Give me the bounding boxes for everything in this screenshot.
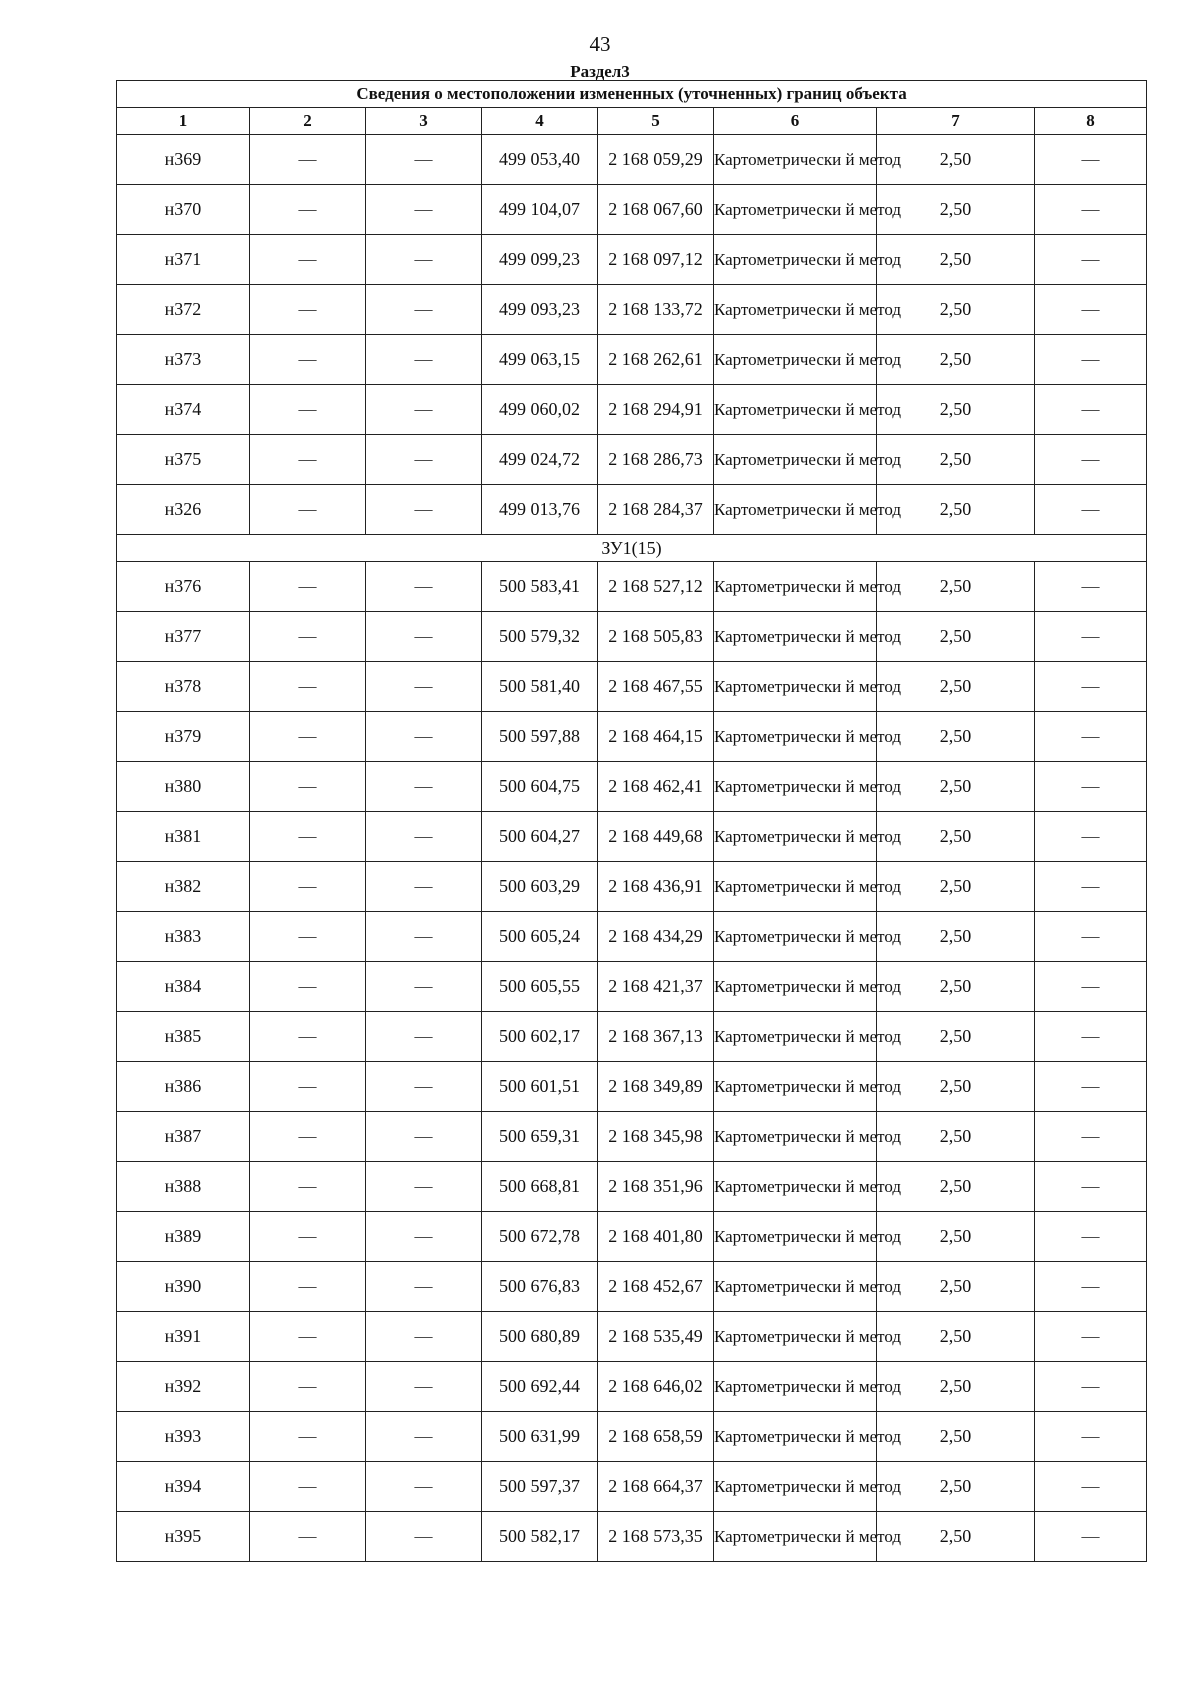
x-coordinate-cell: 500 597,88 [482,712,598,762]
empty-dash-cell: — [366,762,482,812]
point-cell: н326 [117,485,250,535]
method-cell: Картометрически й метод [714,1162,877,1212]
point-cell: н389 [117,1212,250,1262]
empty-dash-cell: — [250,1012,366,1062]
x-coordinate-cell: 500 601,51 [482,1062,598,1112]
y-coordinate-cell: 2 168 262,61 [598,335,714,385]
accuracy-cell: 2,50 [877,1362,1035,1412]
point-cell: н374 [117,385,250,435]
x-coordinate-cell: 500 659,31 [482,1112,598,1162]
empty-dash-cell: — [366,1262,482,1312]
y-coordinate-cell: 2 168 434,29 [598,912,714,962]
y-coordinate-cell: 2 168 452,67 [598,1262,714,1312]
method-cell: Картометрически й метод [714,762,877,812]
empty-dash-cell: — [1035,135,1147,185]
accuracy-cell: 2,50 [877,762,1035,812]
column-number: 7 [877,108,1035,135]
empty-dash-cell: — [250,1362,366,1412]
empty-dash-cell: — [366,562,482,612]
y-coordinate-cell: 2 168 505,83 [598,612,714,662]
empty-dash-cell: — [366,662,482,712]
method-cell: Картометрически й метод [714,135,877,185]
point-cell: н384 [117,962,250,1012]
accuracy-cell: 2,50 [877,662,1035,712]
table-row [117,135,1147,185]
accuracy-cell: 2,50 [877,1512,1035,1562]
accuracy-cell: 2,50 [877,435,1035,485]
table-row [117,662,1147,712]
empty-dash-cell: — [250,285,366,335]
empty-dash-cell: — [366,1462,482,1512]
empty-dash-cell: — [250,385,366,435]
empty-dash-cell: — [366,912,482,962]
empty-dash-cell: — [366,385,482,435]
method-cell: Картометрически й метод [714,1362,877,1412]
table-row [117,812,1147,862]
point-cell: н388 [117,1162,250,1212]
empty-dash-cell: — [250,1212,366,1262]
empty-dash-cell: — [1035,1212,1147,1262]
empty-dash-cell: — [1035,612,1147,662]
accuracy-cell: 2,50 [877,235,1035,285]
table-row [117,612,1147,662]
accuracy-cell: 2,50 [877,562,1035,612]
method-cell: Картометрически й метод [714,1112,877,1162]
empty-dash-cell: — [1035,812,1147,862]
empty-dash-cell: — [1035,1362,1147,1412]
point-cell: н383 [117,912,250,962]
empty-dash-cell: — [1035,712,1147,762]
empty-dash-cell: — [250,812,366,862]
y-coordinate-cell: 2 168 349,89 [598,1062,714,1112]
y-coordinate-cell: 2 168 351,96 [598,1162,714,1212]
empty-dash-cell: — [250,1312,366,1362]
empty-dash-cell: — [1035,962,1147,1012]
table-row [117,285,1147,335]
accuracy-cell: 2,50 [877,1412,1035,1462]
table-row [117,912,1147,962]
empty-dash-cell: — [1035,235,1147,285]
column-number: 4 [482,108,598,135]
y-coordinate-cell: 2 168 436,91 [598,862,714,912]
x-coordinate-cell: 500 579,32 [482,612,598,662]
empty-dash-cell: — [1035,1162,1147,1212]
x-coordinate-cell: 500 680,89 [482,1312,598,1362]
table-row [117,1112,1147,1162]
method-cell: Картометрически й метод [714,1412,877,1462]
empty-dash-cell: — [366,435,482,485]
table-row [117,1312,1147,1362]
method-cell: Картометрически й метод [714,285,877,335]
accuracy-cell: 2,50 [877,862,1035,912]
empty-dash-cell: — [1035,185,1147,235]
y-coordinate-cell: 2 168 284,37 [598,485,714,535]
table-row [117,335,1147,385]
y-coordinate-cell: 2 168 367,13 [598,1012,714,1062]
table-row [117,1512,1147,1562]
empty-dash-cell: — [250,1262,366,1312]
point-cell: н378 [117,662,250,712]
method-cell: Картометрически й метод [714,235,877,285]
point-cell: н381 [117,812,250,862]
method-cell: Картометрически й метод [714,1512,877,1562]
point-cell: н390 [117,1262,250,1312]
table-row [117,1462,1147,1512]
y-coordinate-cell: 2 168 464,15 [598,712,714,762]
empty-dash-cell: — [250,235,366,285]
empty-dash-cell: — [366,185,482,235]
empty-dash-cell: — [250,912,366,962]
page-number: 43 [589,32,611,56]
empty-dash-cell: — [366,812,482,862]
y-coordinate-cell: 2 168 401,80 [598,1212,714,1262]
method-cell: Картометрически й метод [714,385,877,435]
accuracy-cell: 2,50 [877,1012,1035,1062]
empty-dash-cell: — [1035,1462,1147,1512]
empty-dash-cell: — [1035,562,1147,612]
x-coordinate-cell: 500 604,27 [482,812,598,862]
empty-dash-cell: — [366,1212,482,1262]
table-row [117,1262,1147,1312]
empty-dash-cell: — [250,762,366,812]
point-cell: н379 [117,712,250,762]
table-row [117,712,1147,762]
point-cell: н373 [117,335,250,385]
x-coordinate-cell: 499 013,76 [482,485,598,535]
x-coordinate-cell: 500 582,17 [482,1512,598,1562]
empty-dash-cell: — [1035,1112,1147,1162]
x-coordinate-cell: 500 605,55 [482,962,598,1012]
empty-dash-cell: — [250,962,366,1012]
table-row [117,1412,1147,1462]
y-coordinate-cell: 2 168 462,41 [598,762,714,812]
empty-dash-cell: — [366,612,482,662]
empty-dash-cell: — [1035,1062,1147,1112]
x-coordinate-cell: 499 099,23 [482,235,598,285]
x-coordinate-cell: 500 672,78 [482,1212,598,1262]
column-number: 3 [366,108,482,135]
point-cell: н375 [117,435,250,485]
x-coordinate-cell: 500 604,75 [482,762,598,812]
x-coordinate-cell: 500 602,17 [482,1012,598,1062]
empty-dash-cell: — [250,1412,366,1462]
accuracy-cell: 2,50 [877,285,1035,335]
point-cell: н395 [117,1512,250,1562]
method-cell: Картометрически й метод [714,812,877,862]
accuracy-cell: 2,50 [877,335,1035,385]
method-cell: Картометрически й метод [714,862,877,912]
x-coordinate-cell: 499 104,07 [482,185,598,235]
empty-dash-cell: — [366,335,482,385]
accuracy-cell: 2,50 [877,1462,1035,1512]
point-cell: н376 [117,562,250,612]
table-body [117,135,1147,1562]
y-coordinate-cell: 2 168 449,68 [598,812,714,862]
empty-dash-cell: — [366,485,482,535]
accuracy-cell: 2,50 [877,1112,1035,1162]
table-row [117,1012,1147,1062]
empty-dash-cell: — [1035,1262,1147,1312]
x-coordinate-cell: 499 093,23 [482,285,598,335]
accuracy-cell: 2,50 [877,485,1035,535]
boundary-coordinates-table [116,80,1147,1562]
method-cell: Картометрически й метод [714,562,877,612]
group-label: ЗУ1(15) [117,535,1147,562]
empty-dash-cell: — [1035,435,1147,485]
empty-dash-cell: — [1035,1512,1147,1562]
point-cell: н382 [117,862,250,912]
empty-dash-cell: — [250,562,366,612]
x-coordinate-cell: 500 668,81 [482,1162,598,1212]
empty-dash-cell: — [1035,1012,1147,1062]
table-row [117,962,1147,1012]
table-row [117,435,1147,485]
accuracy-cell: 2,50 [877,135,1035,185]
accuracy-cell: 2,50 [877,185,1035,235]
table-row [117,1162,1147,1212]
y-coordinate-cell: 2 168 573,35 [598,1512,714,1562]
y-coordinate-cell: 2 168 294,91 [598,385,714,435]
empty-dash-cell: — [1035,335,1147,385]
empty-dash-cell: — [366,285,482,335]
method-cell: Картометрически й метод [714,335,877,385]
empty-dash-cell: — [250,612,366,662]
empty-dash-cell: — [1035,762,1147,812]
y-coordinate-cell: 2 168 059,29 [598,135,714,185]
column-number: 5 [598,108,714,135]
empty-dash-cell: — [366,1162,482,1212]
x-coordinate-cell: 500 692,44 [482,1362,598,1412]
y-coordinate-cell: 2 168 664,37 [598,1462,714,1512]
y-coordinate-cell: 2 168 467,55 [598,662,714,712]
empty-dash-cell: — [366,712,482,762]
accuracy-cell: 2,50 [877,712,1035,762]
empty-dash-cell: — [1035,485,1147,535]
method-cell: Картометрически й метод [714,1012,877,1062]
method-cell: Картометрически й метод [714,1312,877,1362]
table-row [117,385,1147,435]
accuracy-cell: 2,50 [877,612,1035,662]
x-coordinate-cell: 499 024,72 [482,435,598,485]
accuracy-cell: 2,50 [877,1212,1035,1262]
point-cell: н387 [117,1112,250,1162]
empty-dash-cell: — [366,1512,482,1562]
point-cell: н371 [117,235,250,285]
point-cell: н369 [117,135,250,185]
method-cell: Картометрически й метод [714,485,877,535]
y-coordinate-cell: 2 168 527,12 [598,562,714,612]
point-cell: н380 [117,762,250,812]
y-coordinate-cell: 2 168 535,49 [598,1312,714,1362]
accuracy-cell: 2,50 [877,385,1035,435]
empty-dash-cell: — [366,135,482,185]
empty-dash-cell: — [1035,862,1147,912]
accuracy-cell: 2,50 [877,1162,1035,1212]
empty-dash-cell: — [250,1162,366,1212]
empty-dash-cell: — [250,335,366,385]
empty-dash-cell: — [366,1362,482,1412]
method-cell: Картометрически й метод [714,1212,877,1262]
point-cell: н377 [117,612,250,662]
table-row [117,185,1147,235]
x-coordinate-cell: 499 053,40 [482,135,598,185]
y-coordinate-cell: 2 168 286,73 [598,435,714,485]
empty-dash-cell: — [1035,385,1147,435]
point-cell: н385 [117,1012,250,1062]
method-cell: Картометрически й метод [714,712,877,762]
accuracy-cell: 2,50 [877,912,1035,962]
method-cell: Картометрически й метод [714,185,877,235]
method-cell: Картометрически й метод [714,1262,877,1312]
x-coordinate-cell: 499 063,15 [482,335,598,385]
x-coordinate-cell: 500 631,99 [482,1412,598,1462]
x-coordinate-cell: 500 583,41 [482,562,598,612]
empty-dash-cell: — [1035,1412,1147,1462]
empty-dash-cell: — [250,1462,366,1512]
empty-dash-cell: — [250,1112,366,1162]
empty-dash-cell: — [250,135,366,185]
table-caption-row [117,81,1147,108]
point-cell: н393 [117,1412,250,1462]
empty-dash-cell: — [250,485,366,535]
column-number: 8 [1035,108,1147,135]
point-cell: н394 [117,1462,250,1512]
empty-dash-cell: — [250,1512,366,1562]
point-cell: н386 [117,1062,250,1112]
empty-dash-cell: — [366,1062,482,1112]
y-coordinate-cell: 2 168 133,72 [598,285,714,335]
x-coordinate-cell: 500 605,24 [482,912,598,962]
column-number-row [117,108,1147,135]
empty-dash-cell: — [366,1312,482,1362]
point-cell: н372 [117,285,250,335]
empty-dash-cell: — [250,1062,366,1112]
empty-dash-cell: — [1035,662,1147,712]
empty-dash-cell: — [1035,285,1147,335]
empty-dash-cell: — [1035,912,1147,962]
accuracy-cell: 2,50 [877,812,1035,862]
empty-dash-cell: — [366,1012,482,1062]
column-number: 1 [117,108,250,135]
y-coordinate-cell: 2 168 658,59 [598,1412,714,1462]
empty-dash-cell: — [366,962,482,1012]
x-coordinate-cell: 500 581,40 [482,662,598,712]
x-coordinate-cell: 500 597,37 [482,1462,598,1512]
x-coordinate-cell: 499 060,02 [482,385,598,435]
table-row [117,762,1147,812]
y-coordinate-cell: 2 168 421,37 [598,962,714,1012]
method-cell: Картометрически й метод [714,1062,877,1112]
empty-dash-cell: — [250,435,366,485]
y-coordinate-cell: 2 168 097,12 [598,235,714,285]
method-cell: Картометрически й метод [714,662,877,712]
point-cell: н370 [117,185,250,235]
method-cell: Картометрически й метод [714,435,877,485]
empty-dash-cell: — [250,662,366,712]
group-header-row [117,535,1147,562]
table-row [117,1362,1147,1412]
method-cell: Картометрически й метод [714,912,877,962]
x-coordinate-cell: 500 603,29 [482,862,598,912]
accuracy-cell: 2,50 [877,1062,1035,1112]
table-row [117,485,1147,535]
y-coordinate-cell: 2 168 646,02 [598,1362,714,1412]
table-row [117,862,1147,912]
method-cell: Картометрически й метод [714,1462,877,1512]
empty-dash-cell: — [366,1112,482,1162]
empty-dash-cell: — [1035,1312,1147,1362]
point-cell: н391 [117,1312,250,1362]
method-cell: Картометрически й метод [714,612,877,662]
table-row [117,1212,1147,1262]
table-row [117,1062,1147,1112]
section-label: Раздел3 [570,62,630,81]
method-cell: Картометрически й метод [714,962,877,1012]
empty-dash-cell: — [366,1412,482,1462]
column-number: 2 [250,108,366,135]
y-coordinate-cell: 2 168 345,98 [598,1112,714,1162]
empty-dash-cell: — [250,185,366,235]
accuracy-cell: 2,50 [877,1262,1035,1312]
accuracy-cell: 2,50 [877,1312,1035,1362]
accuracy-cell: 2,50 [877,962,1035,1012]
table-row [117,562,1147,612]
empty-dash-cell: — [366,862,482,912]
empty-dash-cell: — [250,712,366,762]
table-row [117,235,1147,285]
point-cell: н392 [117,1362,250,1412]
table-caption: Сведения о местоположении измененных (уточненных) границ объекта [117,81,1147,108]
column-number: 6 [714,108,877,135]
x-coordinate-cell: 500 676,83 [482,1262,598,1312]
empty-dash-cell: — [250,862,366,912]
y-coordinate-cell: 2 168 067,60 [598,185,714,235]
empty-dash-cell: — [366,235,482,285]
